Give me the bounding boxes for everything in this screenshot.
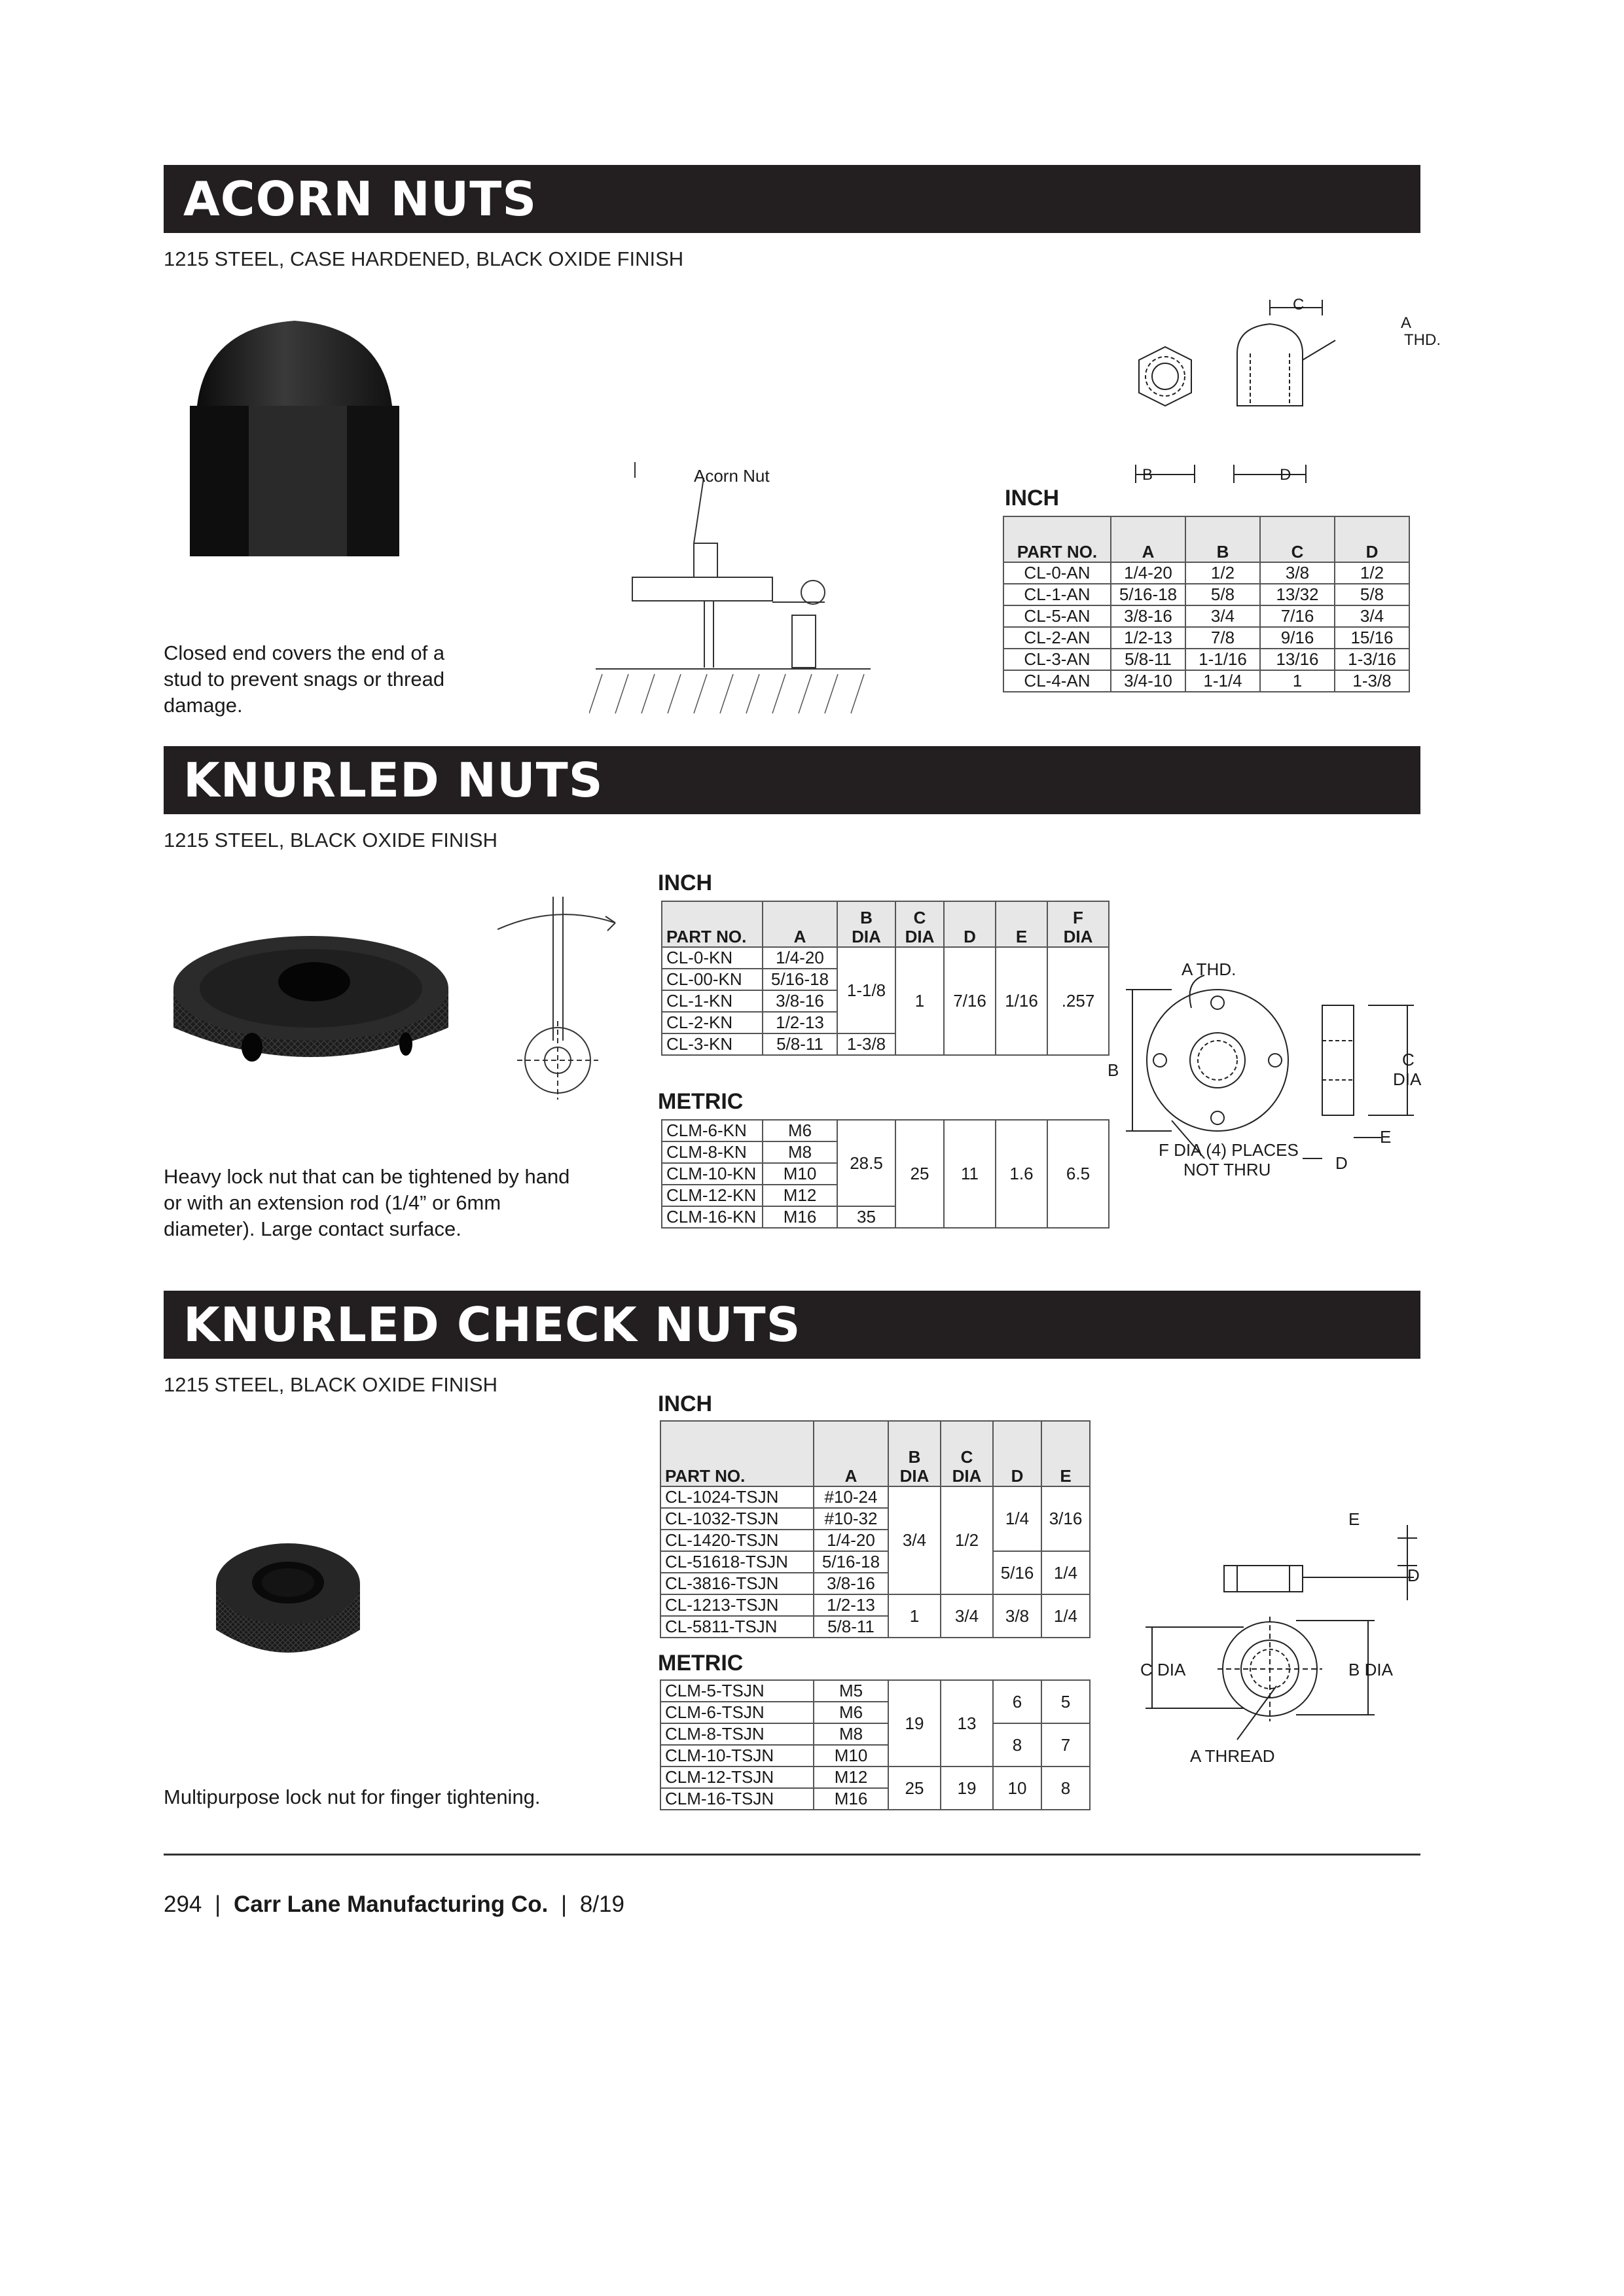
cell-d: 6 — [993, 1680, 1041, 1723]
part-number: CL-3-KN — [662, 1033, 763, 1055]
cell-d: 11 — [944, 1120, 996, 1228]
cell-d: 3/8 — [993, 1594, 1041, 1638]
cell-d: 15/16 — [1335, 627, 1409, 649]
col-a: A — [763, 901, 837, 947]
knurled-dim-b-label: B — [1108, 1060, 1119, 1080]
cell-a: 5/16-18 — [814, 1551, 888, 1573]
cell-a: M5 — [814, 1680, 888, 1702]
cell-d: 8 — [993, 1723, 1041, 1767]
page-footer — [164, 1892, 624, 1918]
cell-d: 5/16 — [993, 1551, 1041, 1594]
part-number: CL-3816-TSJN — [660, 1573, 814, 1594]
cell-b: 3/4 — [1185, 605, 1260, 627]
knurled-dim-athd-label: A THD. — [1182, 960, 1236, 979]
check-metric-label: METRIC — [658, 1651, 744, 1676]
part-number: CL-3-AN — [1003, 649, 1111, 670]
part-number: CLM-5-TSJN — [660, 1680, 814, 1702]
table-row — [660, 1680, 1090, 1702]
col-c-dia: C DIA — [941, 1421, 993, 1486]
acorn-inch-label: INCH — [1005, 486, 1060, 511]
col-e: E — [1041, 1421, 1090, 1486]
acorn-material: 1215 STEEL, CASE HARDENED, BLACK OXIDE FINISH — [164, 247, 684, 270]
cell-a: M12 — [763, 1185, 837, 1206]
knurled-metric-label: METRIC — [658, 1089, 744, 1114]
acorn-nut-photo — [177, 314, 412, 563]
cell-a: M10 — [763, 1163, 837, 1185]
knurled-dim-notthru-label: NOT THRU — [1183, 1160, 1271, 1179]
check-metric-table — [660, 1679, 1091, 1810]
part-number: CL-1420-TSJN — [660, 1530, 814, 1551]
footer-date: 8/19 — [579, 1892, 624, 1917]
acorn-dim-d-label: D — [1280, 466, 1291, 484]
knurled-dim-cdia-label: DIA — [1393, 1069, 1422, 1089]
col-b: B — [1185, 516, 1260, 562]
knurled-description: Heavy lock nut that can be tightened by hand or with an extension rod (1/4” or 6mm diameter). Large contact surface. — [164, 1165, 570, 1240]
knurled-nut-photo — [167, 916, 455, 1086]
acorn-nut-callout: Acorn Nut — [694, 466, 770, 486]
part-number: CLM-10-KN — [662, 1163, 763, 1185]
cell-f: 6.5 — [1047, 1120, 1109, 1228]
acorn-description: Closed end covers the end of a stud to prevent snags or thread damage. — [164, 641, 445, 717]
cell-c: 13 — [941, 1680, 993, 1767]
cell-e: 5 — [1041, 1680, 1090, 1723]
part-number: CL-00-KN — [662, 969, 763, 990]
table-row — [660, 1551, 1090, 1573]
cell-b: 19 — [888, 1680, 941, 1767]
col-part-no: PART NO. — [1003, 516, 1111, 562]
part-number: CL-1-KN — [662, 990, 763, 1012]
cell-a: M12 — [814, 1767, 888, 1788]
part-number: CLM-16-KN — [662, 1206, 763, 1228]
cell-d: 7/16 — [944, 947, 996, 1055]
cell-a: #10-32 — [814, 1508, 888, 1530]
part-number: CLM-12-KN — [662, 1185, 763, 1206]
cell-a: 3/8-16 — [1111, 605, 1185, 627]
cell-b: 1-3/8 — [837, 1033, 895, 1055]
check-description: Multipurpose lock nut for finger tightening. — [164, 1785, 541, 1808]
cell-c: 7/16 — [1260, 605, 1335, 627]
cell-e: 3/16 — [1041, 1486, 1090, 1551]
cell-a: 1/4-20 — [763, 947, 837, 969]
acorn-dim-b-label: B — [1142, 466, 1153, 484]
check-inch-label: INCH — [658, 1391, 713, 1416]
table-row — [662, 947, 1109, 969]
knurled-dim-fdia-label: F DIA (4) PLACES — [1159, 1140, 1299, 1160]
col-part-no: PART NO. — [662, 901, 763, 947]
cell-d: 1/4 — [993, 1486, 1041, 1551]
col-b-dia: B DIA — [837, 901, 895, 947]
col-d: D — [944, 901, 996, 947]
knurled-dim-d-label: D — [1335, 1153, 1348, 1173]
part-number: CL-1024-TSJN — [660, 1486, 814, 1508]
cell-c: 3/8 — [1260, 562, 1335, 584]
cell-a: 5/16-18 — [763, 969, 837, 990]
table-row — [660, 1594, 1090, 1616]
table-row — [1003, 562, 1409, 584]
check-material: 1215 STEEL, BLACK OXIDE FINISH — [164, 1373, 497, 1396]
cell-a: 3/8-16 — [763, 990, 837, 1012]
cell-b: 1 — [888, 1594, 941, 1638]
cell-c: 1/2 — [941, 1486, 993, 1594]
col-d: D — [993, 1421, 1041, 1486]
cell-c: 1 — [895, 947, 944, 1055]
footer-divider — [164, 1854, 1420, 1856]
cell-d: 1-3/8 — [1335, 670, 1409, 692]
part-number: CLM-16-TSJN — [660, 1788, 814, 1810]
acorn-section-title: ACORN NUTS — [164, 165, 1420, 233]
knurled-check-nut-photo — [209, 1525, 367, 1676]
table-row — [1003, 670, 1409, 692]
knurled-inch-table — [661, 901, 1110, 1056]
check-dim-d-label: D — [1407, 1566, 1420, 1585]
cell-a: M16 — [814, 1788, 888, 1810]
cell-e: 1.6 — [996, 1120, 1047, 1228]
cell-b: 1-1/16 — [1185, 649, 1260, 670]
table-row — [660, 1486, 1090, 1508]
check-dim-e-label: E — [1348, 1509, 1360, 1529]
cell-a: 5/8-11 — [814, 1616, 888, 1638]
cell-b: 28.5 — [837, 1120, 895, 1206]
cell-c: 13/16 — [1260, 649, 1335, 670]
cell-c: 13/32 — [1260, 584, 1335, 605]
part-number: CL-0-AN — [1003, 562, 1111, 584]
col-f-dia: F DIA — [1047, 901, 1109, 947]
cell-a: M6 — [763, 1120, 837, 1141]
acorn-dim-a-label: A — [1401, 314, 1412, 332]
col-part-no: PART NO. — [660, 1421, 814, 1486]
table-row — [1003, 649, 1409, 670]
part-number: CLM-6-KN — [662, 1120, 763, 1141]
col-a: A — [1111, 516, 1185, 562]
part-number: CL-4-AN — [1003, 670, 1111, 692]
part-number: CLM-12-TSJN — [660, 1767, 814, 1788]
cell-e: 1/4 — [1041, 1551, 1090, 1594]
cell-b: 5/8 — [1185, 584, 1260, 605]
part-number: CL-5811-TSJN — [660, 1616, 814, 1638]
knurled-check-nut-dimension-drawing — [1139, 1505, 1427, 1767]
knurled-inch-label: INCH — [658, 870, 713, 895]
cell-e: 1/16 — [996, 947, 1047, 1055]
knurled-metric-table — [661, 1119, 1110, 1229]
acorn-spec-table — [1003, 516, 1410, 692]
acorn-dim-thd-label: THD. — [1404, 331, 1441, 349]
col-d: D — [1335, 516, 1409, 562]
cell-a: 1/4-20 — [1111, 562, 1185, 584]
check-dim-bdia-label: B DIA — [1348, 1660, 1393, 1679]
cell-a: M10 — [814, 1745, 888, 1767]
cell-c: 19 — [941, 1767, 993, 1810]
part-number: CLM-8-KN — [662, 1141, 763, 1163]
cell-c: 9/16 — [1260, 627, 1335, 649]
check-section-title: KNURLED CHECK NUTS — [164, 1291, 1420, 1359]
cell-b: 7/8 — [1185, 627, 1260, 649]
page-number: 294 — [164, 1892, 202, 1917]
cell-d: 1/2 — [1335, 562, 1409, 584]
cell-c: 3/4 — [941, 1594, 993, 1638]
cell-b: 35 — [837, 1206, 895, 1228]
cell-b: 1/2 — [1185, 562, 1260, 584]
footer-separator: | — [561, 1892, 568, 1917]
table-row — [1003, 605, 1409, 627]
cell-a: 5/16-18 — [1111, 584, 1185, 605]
col-c-dia: C DIA — [895, 901, 944, 947]
table-row — [1003, 584, 1409, 605]
company-name: Carr Lane Manufacturing Co. — [233, 1892, 549, 1917]
part-number: CL-0-KN — [662, 947, 763, 969]
cell-a: 5/8-11 — [763, 1033, 837, 1055]
cell-e: 7 — [1041, 1723, 1090, 1767]
part-number: CL-1213-TSJN — [660, 1594, 814, 1616]
part-number: CLM-10-TSJN — [660, 1745, 814, 1767]
cell-e: 1/4 — [1041, 1594, 1090, 1638]
table-row — [1003, 627, 1409, 649]
cell-d: 10 — [993, 1767, 1041, 1810]
cell-b: 25 — [888, 1767, 941, 1810]
acorn-dim-c-label: C — [1293, 296, 1305, 314]
cell-e: 8 — [1041, 1767, 1090, 1810]
cell-a: 1/2-13 — [763, 1012, 837, 1033]
cell-b: 3/4 — [888, 1486, 941, 1594]
footer-separator: | — [215, 1892, 221, 1917]
cell-a: 1/4-20 — [814, 1530, 888, 1551]
table-row — [660, 1767, 1090, 1788]
cell-a: 1/2-13 — [814, 1594, 888, 1616]
cell-b: 1-1/8 — [837, 947, 895, 1033]
part-number: CL-1032-TSJN — [660, 1508, 814, 1530]
col-e: E — [996, 901, 1047, 947]
col-b-dia: B DIA — [888, 1421, 941, 1486]
cell-d: 1-3/16 — [1335, 649, 1409, 670]
cell-a: M8 — [814, 1723, 888, 1745]
col-a: A — [814, 1421, 888, 1486]
cell-a: M6 — [814, 1702, 888, 1723]
cell-a: M16 — [763, 1206, 837, 1228]
table-row — [660, 1723, 1090, 1745]
cell-a: M8 — [763, 1141, 837, 1163]
cell-a: 5/8-11 — [1111, 649, 1185, 670]
part-number: CL-2-KN — [662, 1012, 763, 1033]
knurled-dim-c-label: C — [1402, 1050, 1415, 1069]
cell-a: 3/4-10 — [1111, 670, 1185, 692]
part-number: CL-2-AN — [1003, 627, 1111, 649]
part-number: CLM-8-TSJN — [660, 1723, 814, 1745]
knurled-nut-rod-diagram — [497, 884, 655, 1106]
knurled-dim-e-label: E — [1380, 1127, 1392, 1147]
knurled-material: 1215 STEEL, BLACK OXIDE FINISH — [164, 829, 497, 852]
part-number: CL-1-AN — [1003, 584, 1111, 605]
part-number: CLM-6-TSJN — [660, 1702, 814, 1723]
knurled-section-title: KNURLED NUTS — [164, 746, 1420, 814]
cell-a: 3/8-16 — [814, 1573, 888, 1594]
check-dim-athread-label: A THREAD — [1190, 1746, 1275, 1766]
acorn-nut-dimension-drawing — [1100, 288, 1440, 484]
cell-c: 25 — [895, 1120, 944, 1228]
part-number: CL-51618-TSJN — [660, 1551, 814, 1573]
acorn-nut-assembly-diagram — [589, 458, 877, 720]
cell-a: #10-24 — [814, 1486, 888, 1508]
table-row — [662, 1120, 1109, 1141]
cell-a: 1/2-13 — [1111, 627, 1185, 649]
check-inch-table — [660, 1420, 1091, 1638]
cell-d: 3/4 — [1335, 605, 1409, 627]
check-dim-cdia-label: C DIA — [1140, 1660, 1186, 1679]
cell-f: .257 — [1047, 947, 1109, 1055]
cell-d: 5/8 — [1335, 584, 1409, 605]
col-c: C — [1260, 516, 1335, 562]
cell-c: 1 — [1260, 670, 1335, 692]
cell-b: 1-1/4 — [1185, 670, 1260, 692]
part-number: CL-5-AN — [1003, 605, 1111, 627]
